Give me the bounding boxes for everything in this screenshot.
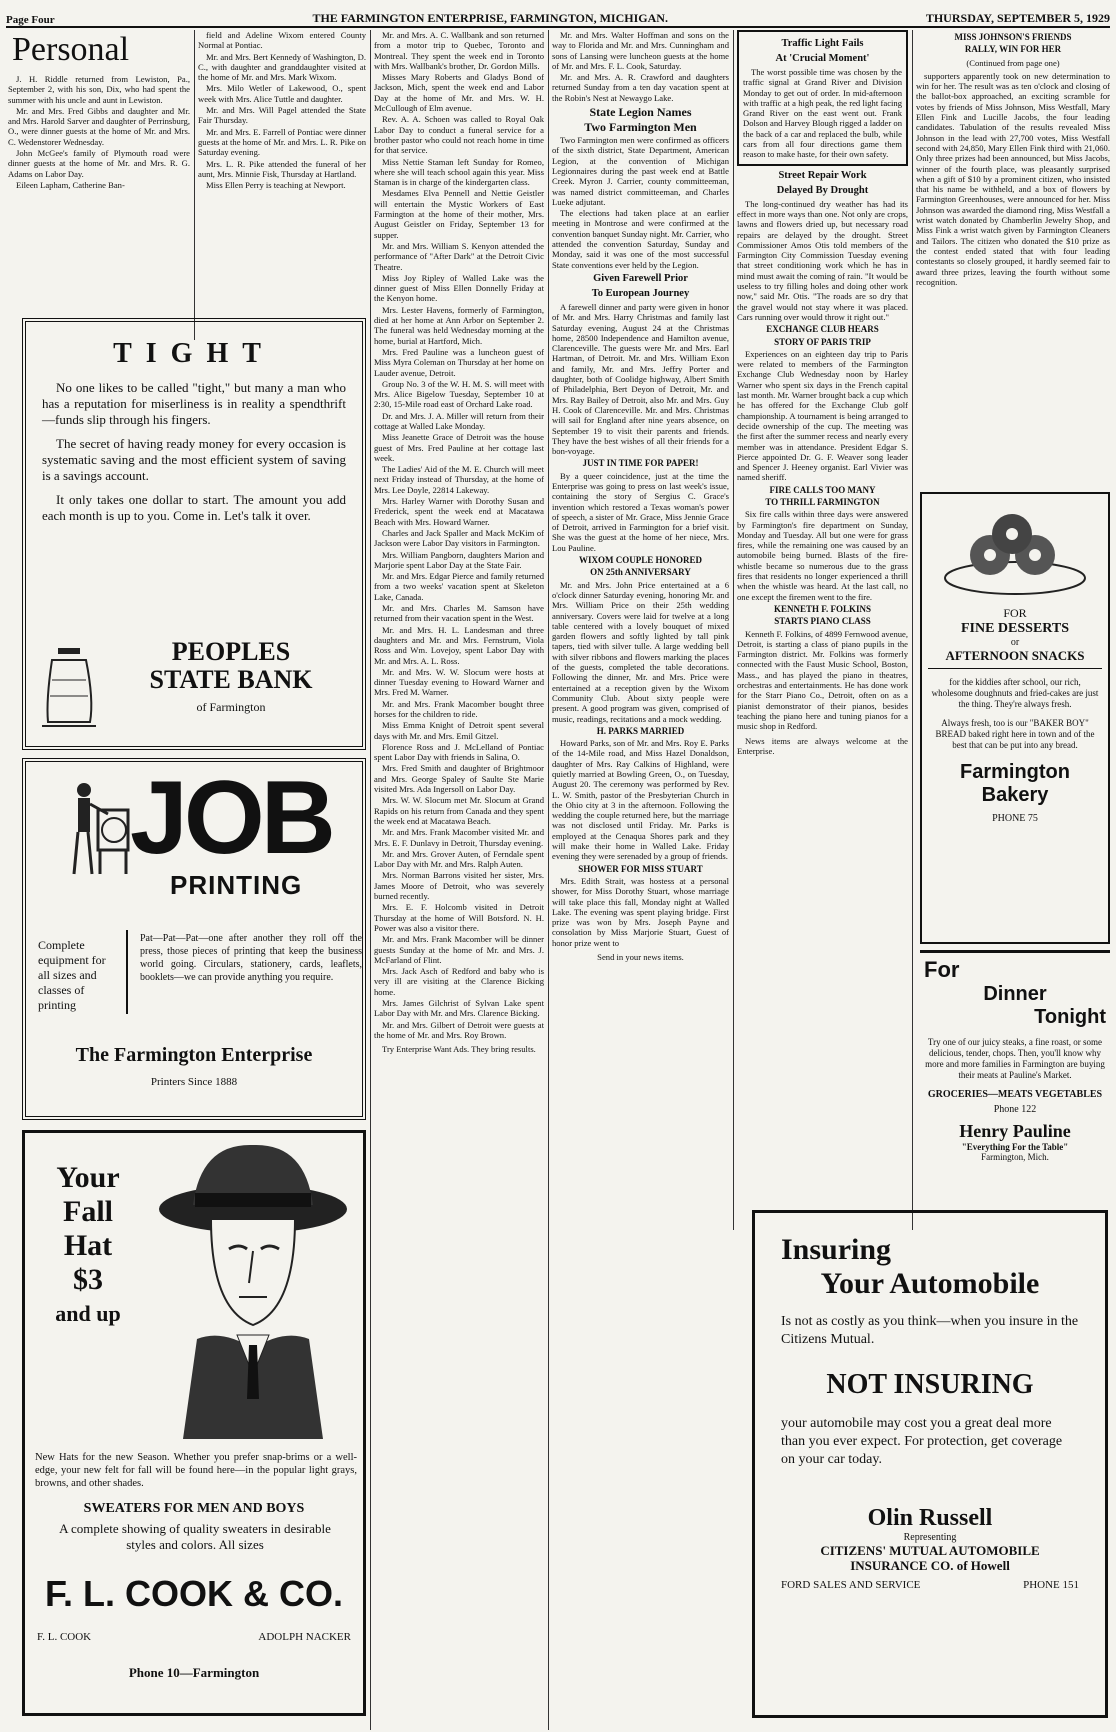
citizens-mutual-insurance-ad: [752, 1210, 1108, 1718]
legion-headline: State Legion Names: [589, 105, 692, 120]
news-item: Mrs. William Pangborn, daughters Marion and Marjorie spent Labor Day at the State Fair.: [374, 549, 544, 570]
bank-name-line: PEOPLES: [171, 637, 291, 666]
job-printing-ad: [22, 758, 366, 1120]
news-column-3: [374, 30, 544, 1720]
hat-headline-line: Hat: [63, 1229, 113, 1262]
street-repair-story: The long-continued dry weather has had its effect in more ways than one. Not only are crops, lawns and flowers dried up, but necessary road repairs are delayed by the drought. Street Commissioner Amos Otis told members of the Farmington City Commission Tuesday evening that street conditioning work which he has in mind must await the coming of rain. "It would be useless to try filling holes and doing other work now," said Mr. Otis. "The roads are so dry that the gravel would not stay where it was placed. Cars running over would throw it right out.": [737, 198, 908, 322]
traffic-headline-2: At 'Crucial Moment': [775, 53, 870, 64]
exchange-headline: EXCHANGE CLUB HEARS: [766, 324, 879, 335]
market-owner: Henry Pauline: [959, 1121, 1071, 1141]
folkins-headline: KENNETH F. FOLKINS: [774, 603, 871, 614]
representing-label: Representing: [903, 1532, 957, 1543]
legion-story: The elections had taken place at an earlier meeting in Montrose and were confirmed at the convention banquet Sunday night. Mr. Carrier, who attended the convention Saturday, Sunday and Monday, said it was one of the most successful State conventions ever held by the Legion.: [552, 208, 729, 270]
bank-location: of Farmington: [196, 700, 266, 714]
news-item: Mrs. E. F. Holcomb visited in Detroit Thursday at the home of Will Botsford. N. H. Power was also a visitor there.: [374, 902, 544, 933]
dinner-phone: Phone 122: [993, 1104, 1037, 1115]
peoples-state-bank-ad: [22, 318, 366, 750]
news-item: Mr. and Mrs. William S. Kenyon attended the performance of "After Dark" at the Detroit Civic Theatre.: [374, 240, 544, 272]
traffic-headline: Traffic Light Fails: [781, 38, 864, 49]
market-slogan: "Everything For the Table": [961, 1142, 1069, 1152]
not-insuring-headline: NOT INSURING: [826, 1369, 1034, 1400]
exchange-story: Experiences on an eighteen day trip to Paris were related to members of the Farmington Exchange Club Wednesday noon by Harley Warner who spent six days in the French capital last month. Mr. Warner brought back a cup which he has offered for the Exchange Club golf championship. A tournament is being arranged to decide ownership of the cup. The meeting was the first after the summer recess and nearly every member was in attendance. President Edgar S. Pierce appointed Dr. G. F. Weaver song leader and Spencer J. Heeney organist. Earl Vivier was named sheriff.: [737, 348, 908, 483]
personal-item: Mr. and Mrs. Fred Gibbs and daughter and Mr. and Mrs. Harold Sarver and daughter of Perrinsburg, O., were dinner guests at the home of Mr. and Mrs. C. Wedenstorer Wednesday.: [8, 105, 190, 147]
news-item: Mr. and Mrs. Will Pagel attended the State Fair Thursday.: [198, 105, 366, 126]
legion-headline-2: Two Farmington Men: [584, 120, 697, 135]
hat-headline: [33, 1161, 143, 1331]
news-item: Mr. and Mrs. Frank Macomber visited Mr. and Mrs. E. F. Dunlavy in Detroit, Thursday evening.: [374, 827, 544, 848]
enterprise-name: The Farmington Enterprise: [75, 1044, 313, 1066]
news-item: Florence Ross and J. McLelland of Pontiac spent Labor Day with friends in Salina, O.: [374, 741, 544, 763]
bakery-bread-text: Always fresh, too is our "BAKER BOY" BREAD baked right here in town and of the best that can be put into any bread.: [935, 718, 1095, 750]
hat-headline-line: Your: [56, 1161, 120, 1194]
agent-name: Olin Russell: [867, 1505, 993, 1531]
hat-price: $3: [73, 1263, 103, 1296]
fire-story: Six fire calls within three days were answered by Farmington's fire department on Sunday, Monday and Tuesday. All but one were for grass fires, while the remaining one was caused by an automobile being burned. Blasts of the fire-whistle became so numerous due to the grass fires that residents no longer experienced a thrill when the whistle was heard. At the last call, no one except the firemen went to the fire.: [737, 509, 908, 602]
page-number: Page Four: [6, 14, 55, 26]
paper-story: By a queer coincidence, just at the time the Enterprise was going to press on last week's issue, containing the story of Sergius C. Grace's invention which restored a Texas woman's power of speech, a sister of Mr. Grace, Miss Jennie Grace of Detroit, arrived in Farmington for a brief visit. She was the guest at the home of her niece, Mrs. Lou Pauline.: [552, 470, 729, 553]
news-item: Mrs. James Gilchrist of Sylvan Lake spent Labor Day with Mr. and Mrs. Clarence Bicking.: [374, 998, 544, 1019]
news-item: Dr. and Mrs. J. A. Miller will return from their cottage at Walled Lake Monday.: [374, 410, 544, 431]
news-item: Group No. 3 of the W. H. M. S. will meet with Mrs. Alice Bigelow Tuesday, September 10 at 2:30, 15-Mile road east of Orchard Lake road.: [374, 378, 544, 410]
man-in-hat-illustration: [153, 1139, 353, 1439]
printing-press-icon: [64, 770, 134, 880]
column-rule: [912, 30, 913, 1230]
column-rule: [194, 30, 195, 340]
news-item: Mrs. Norman Barrons visited her sister, Mrs. James Moore of Detroit, who was severely burned recently.: [374, 870, 544, 902]
news-item: Mr. and Mrs. Gilbert of Detroit were guests at the home of Mr. and Mrs. Roy Brown.: [374, 1019, 544, 1040]
bank-name-block: [116, 638, 346, 715]
ford-sales: FORD SALES AND SERVICE: [781, 1579, 921, 1591]
bakery-headline-1: FINE DESSERTS: [960, 621, 1070, 636]
farewell-headline-2: To European Journey: [591, 287, 690, 299]
market-town: Farmington, Mich.: [981, 1152, 1049, 1162]
folkins-story: Kenneth F. Folkins, of 4899 Fernwood avenue, Detroit, is starting a class of piano pupils in the Farmington district. Mr. Folkins was formerly connected with the Faust Music School, Boston, Mass., and has played the piano in theatres, orchestras and entertainments. He has done work for the Starr Piano Co., Detroit, often on as a pianist demonstrator of their pianos, besides teaching the piano here and tuning pianos for a music shop in Redford.: [737, 628, 908, 732]
bank-name-line: STATE BANK: [149, 665, 313, 694]
exchange-headline-2: STORY OF PARIS TRIP: [774, 336, 871, 347]
traffic-light-box: [737, 30, 908, 166]
dinner-text: Try one of our juicy steaks, a fine roast, or some delicious, tender, chops. Then, you'll know why more and more families in Farmington are buying their meats at Pauline's Market.: [925, 1037, 1105, 1080]
ad-paragraph: No one likes to be called "tight," but many a man who has a reputation for miserliness is in reality a spendthrift—funds slip through his fingers.: [42, 380, 346, 427]
personal-item: J. H. Riddle returned from Lewiston, Pa., September 2, with his son, Dix, who had spent the summer with his uncle and aunt in Lewiston.: [8, 74, 190, 105]
news-welcome-note: News items are always welcome at the Enterprise.: [737, 735, 908, 756]
dinner-headline-2: Tonight: [1034, 1006, 1106, 1028]
store-name: F. L. COOK & CO.: [44, 1573, 343, 1614]
sweaters-heading: SWEATERS FOR MEN AND BOYS: [83, 1501, 305, 1516]
bakery-headline-2: AFTERNOON SNACKS: [928, 648, 1102, 669]
news-item: Miss Ellen Perry is teaching at Newport.: [206, 180, 346, 191]
news-item: Rev. A. A. Schoen was called to Royal Oak Labor Day to conduct a funeral service for a brother pastor who could not reach home in time for that service.: [374, 114, 544, 156]
store-phone: Phone 10—Farmington: [128, 1665, 260, 1680]
sweaters-description: A complete showing of quality sweaters in desirable styles and colors. All sizes: [59, 1521, 331, 1552]
printing-headline: PRINTING: [170, 870, 303, 900]
shower-story: Mrs. Edith Strait, was hostess at a personal shower, for Miss Dorothy Stuart, whose marriage will take place this fall, Monday night at Walled Lake. The evening was spent playing bridge. First prize was won by Mrs. Joseph Payne and consolation by Miss Marjorie Stuart, Guest of honor prize went to: [552, 875, 729, 948]
insurance-text-2: your automobile may cost you a great deal more than you ever expect. For protection, get coverage on your car today.: [781, 1416, 1063, 1467]
legion-story: Two Farmington men were confirmed as officers of the sixth district, State Department, American Legion, at the convention of Michigan Legionnaires during the past week end at Battle Creek. Myron J. Carrier, county committeeman, was named district committeeman, and Charles Lueke adjutant.: [552, 135, 729, 207]
doughnut-plate-icon: [940, 500, 1090, 600]
shower-headline: SHOWER FOR MISS STUART: [578, 863, 703, 874]
news-item: The Ladies' Aid of the M. E. Church will meet next Friday instead of Thursday, at the home of Mrs. Lee Doyle, 22814 Lakeway.: [374, 464, 544, 495]
bakery-text: for the kiddies after school, our rich, wholesome doughnuts and fried-cakes are just the thing. They're always fresh.: [931, 677, 1099, 709]
news-item: Mr. and Mrs. W. W. Slocum were hosts at dinner Tuesday evening to Howard Warner and Mrs. Fred M. Warner.: [374, 666, 544, 698]
money-bag-icon: [38, 640, 100, 732]
farewell-headline: Given Farewell Prior: [593, 272, 688, 284]
news-column-4: [552, 30, 729, 1720]
agent-footer: [781, 1579, 1079, 1591]
news-item: Mr. and Mrs. Frank Macomber will be dinner guests Sunday at the home of Mr. and Mrs. J. McFarland of Flint.: [374, 934, 544, 965]
ad-paragraph: It only takes one dollar to start. The amount you add each month is up to you. Come in. Let's talk it over.: [42, 492, 346, 523]
printing-description: Pat—Pat—Pat—one after another they roll off the press, those pieces of printing that keep the business world going. Circulars, stationery, cards, leaflets, booklets—we can provide anything you require.: [140, 933, 362, 983]
news-item: Miss Jeanette Grace of Detroit was the house guest of Mrs. Fred Pauline at her cottage last week.: [374, 432, 544, 463]
news-item: field and Adeline Wixom entered County Normal at Pontiac.: [198, 30, 366, 51]
insurance-headline-2: Your Automobile: [820, 1267, 1040, 1300]
personal-heading: Personal: [12, 31, 130, 68]
news-item: Miss Nettie Staman left Sunday for Romeo, where she will teach school again this year. Miss Staman is in charge of the kindergarten class.: [374, 156, 544, 188]
news-item: Mrs. L. R. Pike attended the funeral of her aunt, Mrs. Minnie Fisk, Thursday at Hartland.: [198, 158, 366, 179]
news-item: Mesdames Elva Pennell and Nettie Geistler will entertain the Mystic Workers of East Farmington at the home of their mother, Mrs. August Geistler on Friday, September 13 for supper.: [374, 188, 544, 240]
wixom-headline: WIXOM COUPLE HONORED: [578, 555, 702, 566]
insurance-headline-1: Insuring: [781, 1233, 892, 1266]
job-headline: JOB: [130, 760, 332, 876]
personal-item: Eileen Lapham, Catherine Ban-: [16, 179, 125, 190]
news-item: Mr. and Mrs. Frank Macomber bought three horses for the children to ride.: [374, 698, 544, 719]
send-news-note: Send in your news items.: [597, 952, 684, 963]
hat-headline-line: Fall: [63, 1195, 113, 1228]
news-column-5: [737, 30, 908, 1200]
news-item: Mr. and Mrs. H. L. Landesman and three daughters and Mr. and Mrs. Fernstrum, Viola Ross and Wm. Lovejoy, spent Labor Day with Mr. and Mrs. A. L. Ross.: [374, 624, 544, 666]
equipment-note: Complete equipment for all sizes and classes of printing: [38, 938, 106, 1012]
news-item: Mrs. Lester Havens, formerly of Farmington, died at her home at Ann Arbor on September 2. The funeral was held Wednesday morning at the home, burial at Hartford, Mich.: [374, 304, 544, 346]
dinner-headline: Dinner: [983, 983, 1047, 1005]
news-item: Mr. and Mrs. Walter Hoffman and sons on the way to Florida and Mr. and Mrs. Cunningham and sons of Lansing were luncheon guests at the home of Mr. and Mrs. F. L. Cook, Saturday.: [552, 30, 729, 71]
page-header: [6, 4, 1110, 28]
johnson-headline: MISS JOHNSON'S FRIENDS: [954, 32, 1072, 42]
news-item: Mr. and Mrs. A. R. Crawford and daughters returned Sunday from a ten day vacation spent at the Robin's Nest at Newaygo Lake.: [552, 72, 729, 103]
paper-headline: JUST IN TIME FOR PAPER!: [582, 458, 699, 469]
parks-headline: H. PARKS MARRIED: [596, 725, 685, 736]
hat-description: New Hats for the new Season. Whether you prefer snap-brims or a well-edge, your new felt for fall will be found here—in the popular light grays, browns, and other shades.: [35, 1452, 357, 1489]
divider: [126, 930, 128, 1014]
johnson-text: supporters apparently took on new determination to win for her. The result was as ten o'clock and closing of the ballot-box approached, an exciting scramble for votes by friends of Miss Johnson, Miss Westfall, Mary Ellen Fink and Lucille Jacobs, the four leading candidates. Tabulation of the results revealed Miss Johnson in the lead with 27,700 votes, Miss Westfall second with 24,850, Mary Ellen Fink third with 21,060. Only three prizes had been announced, but Miss Jacobs, winner of the fourth place, was pleasantly surprised when a gift of $10 by a prominent citizen, who insisted that his name be withheld, and a box of flowers by Farmington Greenhouses, were announced for her. Miss Johnson was awarded the diamond ring, Miss Westfall a wrist watch donated by Chamberlin Jewelry Shop, and Miss Fink a wrist watch given by Farmington Cleaners and Tailors. The citizen who donated the $10 prize as the contest ended stated that with four leading contestants so closely grouped, it hardly seemed fair to award three prizes, leaving the fourth without some recognition.: [916, 70, 1110, 287]
insurance-company: CITIZENS' MUTUAL AUTOMOBILE INSURANCE CO. of Howell: [820, 1543, 1040, 1573]
news-column-2: [198, 30, 366, 308]
column-rule: [733, 30, 734, 1230]
news-item: Mrs. Milo Wetler of Lakewood, O., spent week with Mrs. Alice Tuttle and daughter.: [198, 83, 366, 104]
street-repair-headline: Street Repair Work: [778, 169, 867, 181]
news-item: Charles and Jack Spaller and Mack McKim of Jackson were Labor Day visitors in Farmington.: [374, 527, 544, 549]
ad-body: [42, 380, 346, 524]
johnson-headline-2: RALLY, WIN FOR HER: [964, 44, 1062, 55]
news-item: Mrs. Fred Pauline was a luncheon guest of Miss Myra Coleman on Thursday at her home on Lauder avenue, Detroit.: [374, 346, 544, 378]
column-rule: [370, 30, 371, 1730]
bakery-ad: [920, 492, 1110, 944]
folkins-headline-2: STARTS PIANO CLASS: [774, 616, 871, 627]
news-item: Mr. and Mrs. Bert Kennedy of Washington, D. C., with daughter and granddaughter visited at the home of Mr. and Mrs. Mark Wixom.: [198, 51, 366, 83]
wixom-headline-2: ON 25th ANNIVERSARY: [590, 567, 691, 578]
news-item: Misses Mary Roberts and Gladys Bond of Jackson, Mich, spent the week end and Labor Day at the home of Mr. and Mrs. W. H. McCullough of Elm avenue.: [374, 72, 544, 114]
want-ads-note: Try Enterprise Want Ads. They bring results.: [382, 1044, 536, 1055]
farewell-story: A farewell dinner and party were given in honor of Mr. and Mrs. Harry Christmas and family last Saturday evening, August 24 at the Christmas home, 28500 Independence and Hamilton avenue, Clarenceville. The guests were Mr. and Mrs. Earl Hartman, of Detroit. Mr. and Mrs. William Exon and family, Mr. and Mrs. Jeffry Porter and daughter, both of Coolidge highway, Albert Smith of Philadelphia, Bert Deyon of Detroit, Mr. and Mrs. Ray Bailey of Detroit, also Mr. and Mrs. Guy H. Cook of Clarenceville. Mr. and Mrs. Christmas will sail for England after nine years absence, on September 19 to visit their parents and friends. They have the best wishes of all their friends for a bon-voyage.: [552, 301, 729, 457]
pauline-market-ad: [920, 950, 1110, 1210]
parks-story: Howard Parks, son of Mr. and Mrs. Roy E. Parks of the 14-Mile road, and Miss Hazel Donaldson, daughter of Mrs. Ray Calkins of Highland, were quietly married at Bowling Green, O., on Tuesday, August 20. The ceremony was performed by Rev. L. W. Smith, pastor of the Presbyterian Church in the Ohio city at 3 in the afternoon. Following the wedding the couple returned here, but the marriage was not disclosed until Friday. Mr. Parks is employed at the Cenaqua Shores park and they will make their home in Walled Lake. Friday evening they were serenaded by a group of friends.: [552, 738, 729, 862]
owner-left: F. L. COOK: [37, 1631, 92, 1643]
continued-note: (Continued from page one): [966, 57, 1060, 68]
news-item: Mr. and Mrs. A. C. Wallbank and son returned from a motor trip to Quebec, Toronto and Montreal. They spent the week end in Toronto with Mrs. Wallbank's brother, Dr. Gordon Mills.: [374, 30, 544, 71]
news-item: Mrs. Jack Asch of Redford and baby who is very ill are visiting at the Clarence Bicking home.: [374, 966, 544, 997]
masthead: THE FARMINGTON ENTERPRISE, FARMINGTON, MICHIGAN.: [312, 11, 668, 25]
ad-headline: TIGHT: [113, 338, 275, 369]
wixom-story: Mr. and Mrs. John Price entertained at a 6 o'clock dinner Saturday evening, honoring Mr. and Mrs. William Price on their 25th wedding anniversary. Covers were laid for twelve at a long table centered with a lovely bouquet of mixed garden flowers and softly lighted by tall pink tapers, tied with silver tulle. A large wedding bell with silver ribbons and flowers marking the places of the guests, completed the table decorations. Following the dinner, Mr. and Mrs. Price were entertained at a reception given by the Wixom Community Club. About sixty people were present. A good program was given, comprised of music, readings, recitations and a mock wedding.: [552, 579, 729, 724]
bakery-name: Farmington: [960, 761, 1070, 783]
fire-headline-2: TO THRILL FARMINGTON: [765, 496, 880, 507]
bakery-or: or: [1010, 637, 1020, 648]
news-item: Miss Joy Ripley of Walled Lake was the dinner guest of Miss Ellen Donnelly Friday at the Kenyon home.: [374, 272, 544, 304]
cook-hat-ad: [22, 1130, 366, 1716]
personal-column: [8, 30, 190, 308]
news-item: Mrs. W. W. Slocum met Mr. Slocum at Grand Rapids on his return from Canada and they spent the week end at Macatawa Beach.: [374, 795, 544, 826]
agent-phone: PHONE 151: [1023, 1579, 1079, 1591]
dinner-categories: GROCERIES—MEATS VEGETABLES: [927, 1089, 1103, 1100]
street-repair-headline-2: Delayed By Drought: [776, 184, 869, 196]
fire-headline: FIRE CALLS TOO MANY: [769, 484, 876, 495]
news-item: Miss Emma Knight of Detroit spent several days with Mr. and Mrs. Emil Gitzel.: [374, 720, 544, 741]
ad-paragraph: The secret of having ready money for every occasion is systematic saving and the most efficient system of saving is a savings account.: [42, 436, 346, 483]
hat-price-suffix: and up: [55, 1301, 121, 1326]
news-item: Mr. and Mrs. E. Farrell of Pontiac were dinner guests at the home of Mr. and Mrs. L. R. Pike on Saturday evening.: [198, 126, 366, 158]
bakery-phone: PHONE 75: [992, 813, 1038, 824]
news-item: Mr. and Mrs. Charles M. Samson have returned from their vacation spent in the West.: [374, 603, 544, 624]
personal-item: John McGee's family of Plymouth road were dinner guests at the home of Mr. and Mrs. R. G. Adams on Labor Day.: [8, 148, 190, 179]
traffic-story: The worst possible time was chosen by the traffic signal at Grand River and Division Monday to get out of order. In mid-afternoon with traffic at a high peak, the red light facing Grand River on the east went out. Frank Dolson and Harvey Blough rigged a ladder on the back of a car and replaced the bulb, while cars from all four directions game them reason to make haste, for their own safety.: [743, 67, 902, 160]
dinner-for: For: [924, 957, 960, 982]
news-item: Mr. and Mrs. Grover Auten, of Ferndale spent Labor Day with Mr. and Mrs. Ralph Auten.: [374, 848, 544, 870]
johnson-story: [916, 30, 1110, 482]
news-item: Mrs. Fred Smith and daughter of Brightmoor and Mrs. George Spaley of Saulte Ste Marie visited Mrs. Ada Ingersoll on Labor Day.: [374, 763, 544, 795]
news-item: Mrs. Harley Warner with Dorothy Susan and Frederick, spent the week end at Macatawa Beach with Mrs. Howard Warner.: [374, 496, 544, 527]
owner-right: ADOLPH NACKER: [258, 1631, 351, 1643]
bakery-name-2: Bakery: [981, 784, 1049, 806]
column-rule: [548, 30, 549, 1730]
insurance-text-1: Is not as costly as you think—when you insure in the Citizens Mutual.: [781, 1314, 1079, 1347]
news-item: Mr. and Mrs. Edgar Pierce and family returned from a two weeks' vacation spent at Skeleton Lake, Canada.: [374, 571, 544, 602]
bakery-for: FOR: [1003, 606, 1027, 620]
enterprise-since: Printers Since 1888: [150, 1076, 238, 1088]
issue-date: THURSDAY, SEPTEMBER 5, 1929: [925, 11, 1110, 25]
